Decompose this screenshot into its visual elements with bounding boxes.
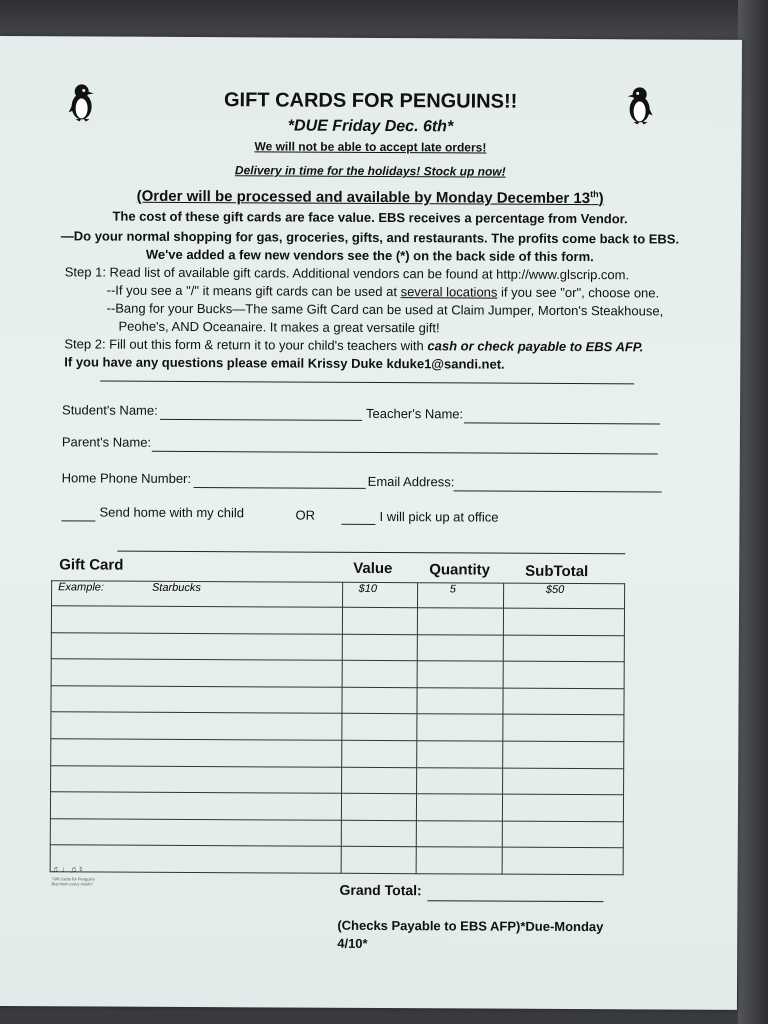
cost-line: The cost of these gift cards are face value. EBS receives a percentage from Vendor. [112, 208, 628, 227]
table-row[interactable] [50, 845, 623, 875]
divider-top [100, 381, 634, 385]
processing-note: (Order will be processed and available by Monday December 13th) [136, 187, 604, 208]
parent-name-field[interactable] [152, 451, 658, 455]
table-row[interactable] [51, 686, 624, 716]
student-name-label: Student's Name: [62, 402, 158, 418]
teacher-name-field[interactable] [464, 422, 660, 424]
example-quantity-cell: 5 [417, 583, 503, 608]
form-title: GIFT CARDS FOR PENGUINS!! [223, 89, 518, 113]
pickup-checkbox[interactable] [341, 524, 375, 525]
step-2: Step 2: Fill out this form & return it to your child's teachers with cash or check payable to EBS AFP. [64, 336, 644, 355]
table-row[interactable] [51, 712, 624, 742]
due-date: *DUE Friday Dec. 6th* [287, 117, 454, 136]
table-row-example [52, 581, 625, 609]
step-1-note-bang-cont: Peohe's, AND Oceanaire. It makes a great versatile gift! [118, 318, 440, 336]
table-row[interactable] [51, 739, 624, 769]
header-value: Value [353, 559, 393, 578]
vendors-line: We've added a few new vendors see the (*) on the back side of this form. [145, 246, 594, 265]
example-value-cell: $10 [342, 582, 417, 607]
teacher-name-label: Teacher's Name: [365, 405, 464, 422]
pickup-label: I will pick up at office [379, 508, 499, 525]
doodle-caption: "Gift Cards for Penguins Buy them every month" [51, 876, 95, 887]
delivery-note: Delivery in time for the holidays! Stock up now! [234, 163, 506, 179]
checks-due-date: 4/10* [337, 935, 368, 951]
student-name-field[interactable] [160, 419, 362, 421]
background-right [738, 0, 768, 1024]
table-row[interactable] [50, 792, 623, 822]
music-notes-doodle: ♫ ♩♫ ♮ [51, 864, 83, 875]
example-gift-card-cell: Example: Starbucks [52, 581, 343, 608]
header-subtotal: SubTotal [525, 562, 589, 581]
parent-name-label: Parent's Name: [61, 434, 152, 450]
header-gift-card: Gift Card [59, 556, 124, 574]
home-phone-label: Home Phone Number: [61, 470, 192, 487]
example-subtotal-cell: $50 [503, 583, 624, 609]
header-quantity: Quantity [429, 561, 491, 579]
step-1-note-slash: --If you see a "/" it means gift cards can be used at several locations if you see "or", choose one. [106, 282, 660, 301]
shopping-line: —Do your normal shopping for gas, groceries, gifts, and restaurants. The profits come back to EBS. [60, 228, 680, 247]
table-row[interactable] [50, 819, 623, 849]
grand-total-field[interactable] [427, 900, 603, 902]
email-label: Email Address: [367, 473, 455, 490]
table-row[interactable] [51, 765, 624, 795]
grand-total-label: Grand Total: [339, 881, 422, 899]
step-1: Step 1: Read list of available gift cards. Additional vendors can be found at http://www.glscrip.com. [64, 264, 630, 283]
table-row[interactable] [51, 632, 624, 662]
contact-line: If you have any questions please email Krissy Duke kduke1@sandi.net. [64, 354, 505, 372]
divider-middle [117, 551, 625, 555]
table-row[interactable] [51, 606, 624, 636]
or-label: OR [295, 507, 316, 523]
send-home-label: Send home with my child [99, 504, 245, 521]
order-form-paper [0, 36, 742, 1010]
step-1-note-bang: --Bang for your Bucks—The same Gift Card can be used at Claim Jumper, Morton's Steakhouse, [106, 300, 664, 319]
send-home-checkbox[interactable] [61, 520, 95, 521]
order-table [50, 580, 626, 875]
email-field[interactable] [454, 490, 662, 492]
background-top [0, 0, 768, 40]
checks-payable-note: (Checks Payable to EBS AFP)*Due-Monday [337, 917, 604, 935]
table-row[interactable] [51, 659, 624, 689]
no-late-orders: We will not be able to accept late orders! [254, 139, 487, 155]
home-phone-field[interactable] [194, 487, 366, 489]
